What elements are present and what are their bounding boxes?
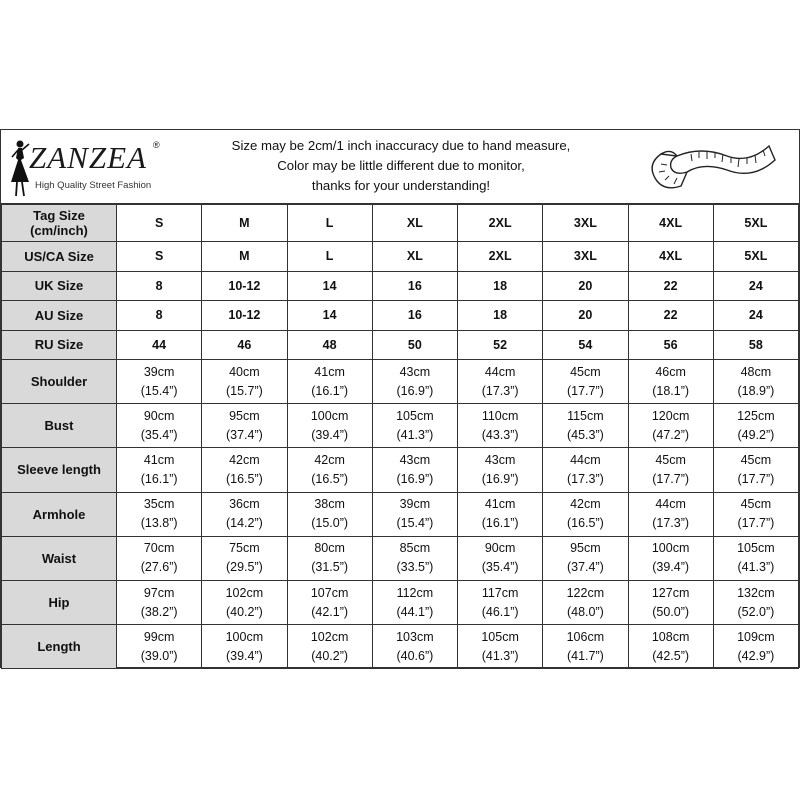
size-cell: 16 — [372, 271, 457, 301]
size-cell: 22 — [628, 301, 713, 331]
size-cell: S — [117, 242, 202, 272]
measurement-cm: 43cm — [399, 364, 431, 379]
measurement-cell — [372, 536, 457, 580]
measurement-cell — [458, 625, 543, 669]
measurement-inch: (27.6”) — [140, 560, 178, 575]
size-cell: 4XL — [628, 205, 713, 242]
size-cell: 44 — [117, 330, 202, 360]
measurement-cell — [713, 625, 798, 669]
row-header-label: RU Size — [34, 337, 84, 353]
measurement-inch: (40.6”) — [396, 648, 434, 663]
measurement-cell — [628, 404, 713, 448]
measurement-cm: 115cm — [567, 408, 604, 423]
measurement-cell — [713, 448, 798, 492]
measurement-cm: 70cm — [143, 541, 175, 556]
measurement-inch: (47.2”) — [652, 427, 690, 442]
row-header: Sleeve length — [2, 448, 117, 492]
measurement-inch: (15.4”) — [140, 383, 178, 398]
measurement-cm: 38cm — [314, 497, 345, 512]
measurement-row — [2, 404, 799, 448]
measurement-inch: (15.0”) — [311, 516, 349, 531]
measurement-cm: 35cm — [143, 497, 175, 512]
measurement-cm: 48cm — [740, 364, 772, 379]
size-cell: 18 — [458, 301, 543, 331]
measurement-notice — [171, 136, 631, 196]
measurement-inch: (16.1”) — [481, 516, 519, 531]
measurement-cell — [543, 580, 628, 624]
measurement-inch: (14.2”) — [225, 516, 263, 531]
measurement-inch: (39.4”) — [311, 427, 349, 442]
measurement-inch: (41.7”) — [566, 648, 604, 663]
measurement-cm: 42cm — [570, 497, 601, 512]
size-cell: XL — [372, 205, 457, 242]
measurement-cell — [117, 580, 202, 624]
measurement-cm: 46cm — [655, 364, 686, 379]
measurement-cell — [713, 492, 798, 536]
measurement-cell — [713, 580, 798, 624]
row-header: Length — [2, 625, 117, 669]
measurement-cm: 127cm — [651, 585, 690, 600]
size-cell: 3XL — [543, 205, 628, 242]
measurement-cm: 97cm — [143, 585, 175, 600]
measurement-cell — [372, 492, 457, 536]
measurement-inch: (16.9”) — [396, 471, 434, 486]
measurement-cm: 105cm — [481, 629, 519, 644]
measurement-cell — [287, 625, 372, 669]
measurement-row — [2, 625, 799, 669]
size-cell: 20 — [543, 271, 628, 301]
measurement-cell — [372, 360, 457, 404]
measurement-inch: (35.4”) — [481, 560, 519, 575]
size-cell: 52 — [458, 330, 543, 360]
row-header-label: Tag Size — [33, 208, 85, 223]
measurement-cm: 41cm — [314, 364, 345, 379]
measurement-cell — [202, 580, 287, 624]
size-cell: 24 — [713, 271, 798, 301]
measurement-inch: (48.0”) — [566, 604, 604, 619]
measurement-inch: (39.4”) — [652, 560, 690, 575]
measurement-inch: (40.2”) — [225, 604, 263, 619]
size-cell: 24 — [713, 301, 798, 331]
measurement-cm: 90cm — [143, 408, 175, 423]
measurement-inch: (39.4”) — [225, 648, 263, 663]
size-row — [2, 330, 799, 360]
measurement-inch: (16.9”) — [396, 383, 434, 398]
measurement-inch: (37.4”) — [225, 427, 263, 442]
measurement-inch: (41.3”) — [737, 560, 775, 575]
size-row — [2, 301, 799, 331]
measurement-cm: 44cm — [570, 452, 601, 467]
measurement-cm: 117cm — [481, 585, 519, 600]
measurement-cell — [543, 536, 628, 580]
measurement-cm: 100cm — [225, 629, 264, 644]
size-row — [2, 242, 799, 272]
measurement-cm: 90cm — [484, 541, 516, 556]
measurement-cm: 125cm — [737, 408, 775, 423]
measurement-cell — [458, 492, 543, 536]
measurement-inch: (40.2”) — [311, 648, 349, 663]
measurement-cell — [287, 404, 372, 448]
measurement-cell — [117, 448, 202, 492]
notice-line: Color may be little different due to monitor, — [277, 158, 525, 173]
measurement-cell — [458, 448, 543, 492]
size-cell: 2XL — [458, 242, 543, 272]
measurement-inch: (46.1”) — [481, 604, 519, 619]
measurement-cm: 105cm — [396, 408, 434, 423]
row-header: Bust — [2, 404, 117, 448]
measurement-cell — [543, 360, 628, 404]
size-row — [2, 205, 799, 242]
measurement-inch: (17.3”) — [652, 516, 690, 531]
size-cell: 4XL — [628, 242, 713, 272]
measurement-cell — [202, 360, 287, 404]
measurement-cell — [713, 360, 798, 404]
measurement-inch: (17.7”) — [652, 471, 690, 486]
measurement-inch: (16.1”) — [140, 471, 178, 486]
measurement-cell — [543, 448, 628, 492]
size-cell: M — [202, 242, 287, 272]
brand-name: ZANZEA — [29, 140, 147, 175]
measurement-cm: 36cm — [229, 497, 260, 512]
measurement-cm: 132cm — [737, 585, 775, 600]
measurement-cm: 102cm — [310, 629, 349, 644]
row-header: Shoulder — [2, 360, 117, 404]
measurement-inch: (15.4”) — [396, 516, 434, 531]
measurement-cm: 42cm — [314, 452, 345, 467]
size-cell: 5XL — [713, 242, 798, 272]
measurement-row — [2, 448, 799, 492]
measurement-inch: (35.4”) — [140, 427, 178, 442]
notice-line: Size may be 2cm/1 inch inaccuracy due to hand measure, — [231, 138, 571, 153]
measurement-inch: (17.3”) — [481, 383, 519, 398]
measurement-cell — [287, 360, 372, 404]
measurement-inch: (17.7”) — [566, 383, 604, 398]
measurement-inch: (44.1”) — [396, 604, 434, 619]
measurement-cm: 45cm — [740, 452, 772, 467]
row-header-sublabel: (cm/inch) — [30, 223, 88, 238]
measurement-inch: (16.1”) — [311, 383, 349, 398]
measurement-inch: (31.5”) — [311, 560, 349, 575]
measurement-inch: (43.3”) — [481, 427, 519, 442]
measurement-inch: (33.5”) — [396, 560, 434, 575]
notice-line: thanks for your understanding! — [311, 178, 491, 193]
measurement-cm: 40cm — [229, 364, 260, 379]
measurement-inch: (52.0”) — [737, 604, 775, 619]
measurement-inch: (16.5”) — [566, 516, 604, 531]
measurement-inch: (16.5”) — [311, 471, 349, 486]
row-header: Waist — [2, 536, 117, 580]
measurement-cm: 43cm — [484, 452, 516, 467]
size-cell: 48 — [287, 330, 372, 360]
measurement-cm: 100cm — [651, 541, 690, 556]
measurement-cm: 39cm — [143, 364, 175, 379]
size-cell: 14 — [287, 301, 372, 331]
measurement-cell — [117, 625, 202, 669]
measurement-cell — [287, 536, 372, 580]
measurement-inch: (18.9”) — [737, 383, 775, 398]
measurement-cm: 39cm — [399, 497, 431, 512]
measurement-inch: (50.0”) — [652, 604, 690, 619]
measurement-row — [2, 580, 799, 624]
measurement-cm: 107cm — [310, 585, 349, 600]
size-cell: M — [202, 205, 287, 242]
measurement-cm: 95cm — [570, 541, 601, 556]
size-cell: 50 — [372, 330, 457, 360]
measurement-cell — [117, 404, 202, 448]
size-cell: 46 — [202, 330, 287, 360]
measurement-cell — [372, 448, 457, 492]
measurement-cell — [458, 360, 543, 404]
measurement-cm: 44cm — [484, 364, 516, 379]
size-cell: 5XL — [713, 205, 798, 242]
measurement-cm: 99cm — [143, 629, 175, 644]
measurement-cell — [372, 404, 457, 448]
row-header: Hip — [2, 580, 117, 624]
measurement-cell — [117, 492, 202, 536]
row-header-label: AU Size — [34, 307, 84, 323]
size-table — [1, 204, 799, 669]
measurement-cell — [202, 448, 287, 492]
size-cell: 58 — [713, 330, 798, 360]
measurement-cm: 41cm — [484, 497, 516, 512]
measurement-cell — [202, 536, 287, 580]
measurement-cm: 80cm — [314, 541, 345, 556]
row-header: Armhole — [2, 492, 117, 536]
size-cell: 14 — [287, 271, 372, 301]
measurement-cell — [458, 536, 543, 580]
measurement-cell — [458, 404, 543, 448]
size-cell: 8 — [117, 271, 202, 301]
row-header — [2, 330, 117, 360]
measurement-inch: (49.2”) — [737, 427, 775, 442]
measurement-inch: (41.3”) — [396, 427, 434, 442]
measurement-inch: (38.2”) — [140, 604, 178, 619]
measuring-tape-icon — [641, 134, 781, 200]
measurement-inch: (45.3”) — [566, 427, 604, 442]
measurement-cm: 106cm — [566, 629, 605, 644]
measurement-row — [2, 536, 799, 580]
measurement-inch: (42.5”) — [652, 648, 690, 663]
size-cell: 54 — [543, 330, 628, 360]
measurement-inch: (42.9”) — [737, 648, 775, 663]
row-header — [2, 271, 117, 301]
brand-logo — [5, 138, 165, 198]
measurement-cell — [117, 536, 202, 580]
measurement-cm: 120cm — [651, 408, 690, 423]
measurement-inch: (16.9”) — [481, 471, 519, 486]
measurement-cm: 43cm — [399, 452, 431, 467]
measurement-cm: 109cm — [737, 629, 775, 644]
size-cell: 8 — [117, 301, 202, 331]
row-header-label: US/CA Size — [24, 248, 94, 264]
measurement-cell — [713, 536, 798, 580]
measurement-cm: 44cm — [655, 497, 686, 512]
measurement-cm: 45cm — [655, 452, 686, 467]
measurement-cm: 103cm — [396, 629, 434, 644]
measurement-cell — [713, 404, 798, 448]
size-cell: S — [117, 205, 202, 242]
row-header — [2, 301, 117, 331]
measurement-cell — [543, 492, 628, 536]
row-header-label: UK Size — [34, 278, 84, 294]
measurement-cm: 42cm — [229, 452, 260, 467]
measurement-inch: (18.1”) — [652, 383, 690, 398]
measurement-cm: 122cm — [566, 585, 605, 600]
size-cell: 10-12 — [202, 271, 287, 301]
size-cell: 2XL — [458, 205, 543, 242]
measurement-cm: 100cm — [310, 408, 349, 423]
measurement-cell — [628, 492, 713, 536]
measurement-inch: (17.3”) — [566, 471, 604, 486]
measurement-inch: (37.4”) — [566, 560, 604, 575]
size-cell: 10-12 — [202, 301, 287, 331]
registered-mark: ® — [153, 140, 160, 150]
measurement-cm: 45cm — [570, 364, 601, 379]
row-header — [2, 242, 117, 272]
size-cell: 22 — [628, 271, 713, 301]
measurement-cell — [202, 492, 287, 536]
measurement-cell — [458, 580, 543, 624]
size-chart — [0, 129, 800, 668]
measurement-inch: (41.3”) — [481, 648, 519, 663]
measurement-cell — [287, 580, 372, 624]
measurement-cell — [287, 492, 372, 536]
measurement-cell — [628, 580, 713, 624]
size-cell: L — [287, 242, 372, 272]
size-cell: XL — [372, 242, 457, 272]
measurement-cell — [628, 536, 713, 580]
measurement-cm: 75cm — [229, 541, 260, 556]
brand-tagline: High Quality Street Fashion — [35, 180, 152, 191]
size-cell: 3XL — [543, 242, 628, 272]
measurement-inch: (29.5”) — [225, 560, 263, 575]
measurement-cm: 95cm — [229, 408, 260, 423]
measurement-cell — [202, 404, 287, 448]
measurement-cm: 85cm — [399, 541, 431, 556]
measurement-cm: 108cm — [651, 629, 690, 644]
measurement-cm: 45cm — [740, 497, 772, 512]
size-cell: 20 — [543, 301, 628, 331]
row-header — [2, 205, 117, 242]
measurement-cell — [117, 360, 202, 404]
size-cell: 56 — [628, 330, 713, 360]
measurement-cell — [628, 448, 713, 492]
measurement-inch: (17.7”) — [737, 516, 775, 531]
size-cell: 16 — [372, 301, 457, 331]
measurement-inch: (17.7”) — [737, 471, 775, 486]
measurement-cm: 112cm — [396, 585, 434, 600]
measurement-inch: (15.7”) — [225, 383, 263, 398]
size-cell: 18 — [458, 271, 543, 301]
measurement-cell — [628, 360, 713, 404]
measurement-cell — [372, 625, 457, 669]
measurement-cell — [543, 404, 628, 448]
measurement-cell — [372, 580, 457, 624]
measurement-cm: 41cm — [143, 452, 175, 467]
measurement-inch: (39.0”) — [140, 648, 178, 663]
size-chart-header — [1, 130, 799, 204]
measurement-cm: 102cm — [225, 585, 264, 600]
measurement-inch: (13.8”) — [140, 516, 178, 531]
measurement-inch: (42.1”) — [311, 604, 349, 619]
measurement-cell — [543, 625, 628, 669]
measurement-inch: (16.5”) — [225, 471, 263, 486]
measurement-cm: 110cm — [481, 408, 519, 423]
measurement-cell — [628, 625, 713, 669]
measurement-row — [2, 492, 799, 536]
measurement-cm: 105cm — [737, 541, 775, 556]
measurement-cell — [287, 448, 372, 492]
size-cell: L — [287, 205, 372, 242]
size-row — [2, 271, 799, 301]
measurement-row — [2, 360, 799, 404]
measurement-cell — [202, 625, 287, 669]
